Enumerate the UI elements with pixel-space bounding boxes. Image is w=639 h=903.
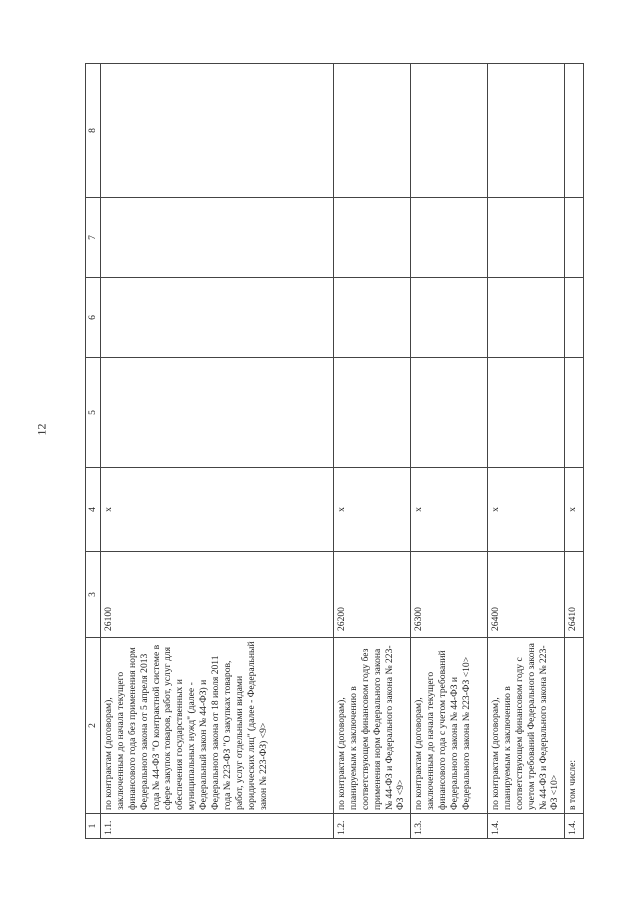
- row-col5: [411, 358, 488, 468]
- row-col7: [411, 198, 488, 278]
- row-code: 26400: [488, 552, 565, 638]
- header-col-4: 4: [86, 468, 101, 552]
- header-col-6: 6: [86, 278, 101, 358]
- header-col-3: 3: [86, 552, 101, 638]
- rotated-table-container: [85, 64, 578, 839]
- budget-table: [85, 63, 584, 839]
- table-header-row: [86, 64, 101, 839]
- table-row: [565, 64, 584, 839]
- row-col4: x: [101, 468, 334, 552]
- row-col8: [565, 64, 584, 198]
- row-col7: [334, 198, 411, 278]
- header-col-8: 8: [86, 64, 101, 198]
- table-row: [334, 64, 411, 839]
- table-row: [411, 64, 488, 839]
- row-col8: [101, 64, 334, 198]
- header-col-1: 1: [86, 814, 101, 839]
- row-code: 26100: [101, 552, 334, 638]
- row-col6: [334, 278, 411, 358]
- row-description: по контрактам (договорам), заключенным до начала текущего финансового года с учетом требований Федерального закона № 44-ФЗ и Федерального закона № 223-ФЗ <10>: [411, 638, 488, 814]
- header-col-2: 2: [86, 638, 101, 814]
- row-number: 1.3.: [411, 814, 488, 839]
- row-col8: [334, 64, 411, 198]
- row-col5: [565, 358, 584, 468]
- row-number: 1.1.: [101, 814, 334, 839]
- row-col5: [101, 358, 334, 468]
- row-col6: [411, 278, 488, 358]
- row-col8: [411, 64, 488, 198]
- page-number: 12: [34, 423, 49, 436]
- row-col6: [488, 278, 565, 358]
- header-col-5: 5: [86, 358, 101, 468]
- row-col6: [565, 278, 584, 358]
- row-number: 1.2.: [334, 814, 411, 839]
- row-code: 26200: [334, 552, 411, 638]
- row-col4: x: [565, 468, 584, 552]
- row-col5: [334, 358, 411, 468]
- row-description: по контрактам (договорам), планируемым к заключению в соответствующем финансовом году без применения норм Федерального закона № 44-ФЗ и Федерального закона № 223-ФЗ <9>: [334, 638, 411, 814]
- row-number: 1.4.: [488, 814, 565, 839]
- header-col-7: 7: [86, 198, 101, 278]
- row-col7: [488, 198, 565, 278]
- row-description: по контрактам (договорам), планируемым к заключению в соответствующем финансовом году с учетом требований Федерального закона № 44-ФЗ и Федерального закона № 223-ФЗ <10>: [488, 638, 565, 814]
- row-description: по контрактам (договорам), заключенным до начала текущего финансового года без применения норм Федерального закона от 5 апреля 2013 года № 44-ФЗ "О контрактной системе в сфере закупок товаров, работ, услуг для обеспечения государственных и муниципальных нужд" (далее - Федеральный закон № 44-ФЗ) и Федерального закона от 18 июля 2011 года № 223-ФЗ "О закупках товаров, работ, услуг отдельными видами юридических лиц" (далее - Федеральный закон № 223-ФЗ) <9>: [101, 638, 334, 814]
- row-col7: [565, 198, 584, 278]
- row-description: в том числе:: [565, 638, 584, 814]
- row-col4: x: [411, 468, 488, 552]
- row-col8: [488, 64, 565, 198]
- row-col4: x: [334, 468, 411, 552]
- row-number: 1.4.: [565, 814, 584, 839]
- table-row: [488, 64, 565, 839]
- row-col5: [488, 358, 565, 468]
- table-row: [101, 64, 334, 839]
- row-col4: x: [488, 468, 565, 552]
- row-code: 26300: [411, 552, 488, 638]
- row-col7: [101, 198, 334, 278]
- row-col6: [101, 278, 334, 358]
- row-code: 26410: [565, 552, 584, 638]
